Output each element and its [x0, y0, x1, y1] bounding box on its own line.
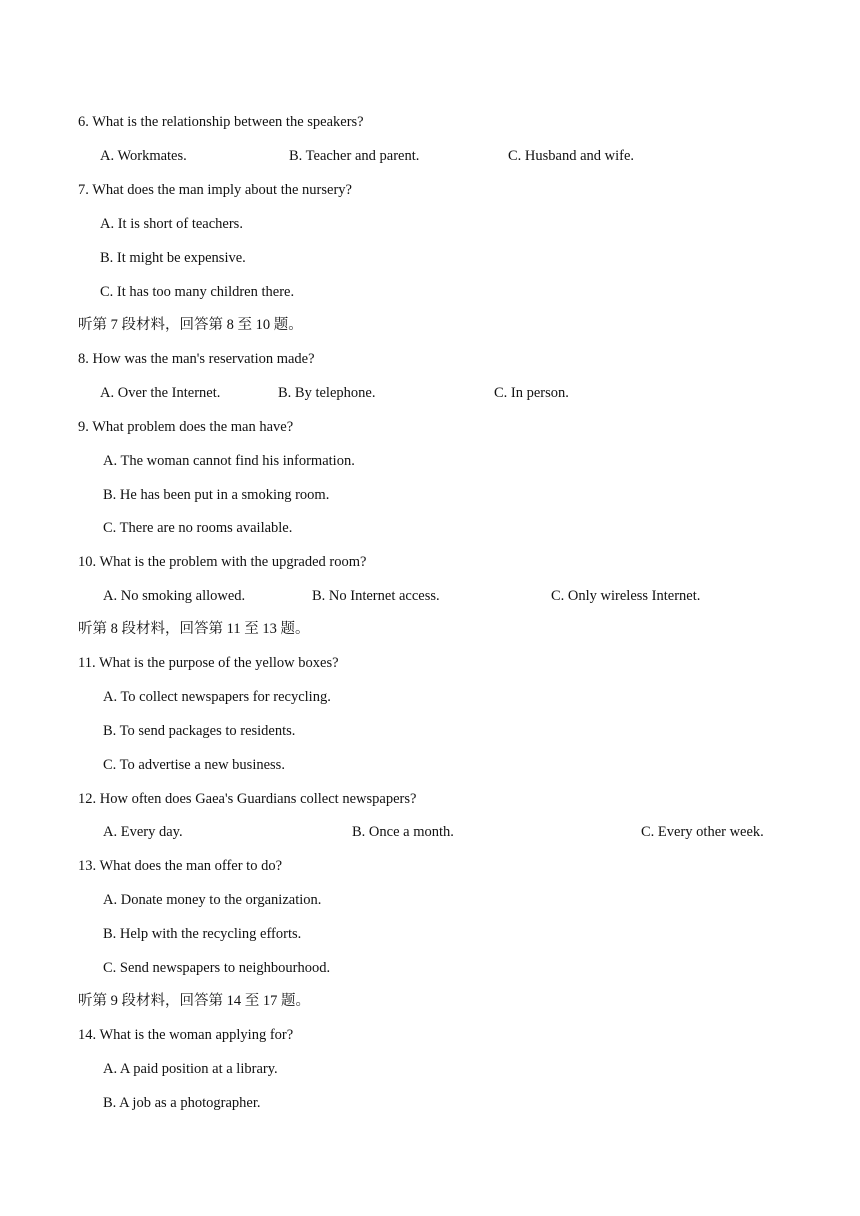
q9-option-c: C. There are no rooms available. — [103, 520, 293, 536]
q10-option-a: A. No smoking allowed. — [103, 588, 246, 604]
q13-option-c: C. Send newspapers to neighbourhood. — [103, 960, 331, 976]
q14-option-a: A. A paid position at a library. — [103, 1061, 278, 1077]
q7-option-b: B. It might be expensive. — [100, 250, 246, 266]
question-13: 13. What does the man offer to do? — [78, 858, 283, 874]
question-7: 7. What does the man imply about the nursery? — [78, 182, 352, 198]
section-8-instruction: 听第 8 段材料，回答第 11 至 13 题。 — [78, 621, 310, 637]
q11-option-a: A. To collect newspapers for recycling. — [103, 689, 331, 705]
q11-option-c: C. To advertise a new business. — [103, 757, 285, 773]
q12-option-c: C. Every other week. — [641, 824, 764, 840]
question-11: 11. What is the purpose of the yellow boxes? — [78, 655, 339, 671]
q8-option-b: B. By telephone. — [278, 385, 376, 401]
q10-option-c: C. Only wireless Internet. — [551, 588, 701, 604]
q7-option-c: C. It has too many children there. — [100, 284, 295, 300]
question-6: 6. What is the relationship between the speakers? — [78, 114, 364, 130]
q6-option-c: C. Husband and wife. — [508, 148, 635, 164]
section-9-instruction: 听第 9 段材料，回答第 14 至 17 题。 — [78, 993, 310, 1009]
section-7-instruction: 听第 7 段材料，回答第 8 至 10 题。 — [78, 317, 303, 333]
q6-option-b: B. Teacher and parent. — [289, 148, 420, 164]
q8-option-c: C. In person. — [494, 385, 569, 401]
q9-option-b: B. He has been put in a smoking room. — [103, 487, 330, 503]
q13-option-b: B. Help with the recycling efforts. — [103, 926, 302, 942]
question-9: 9. What problem does the man have? — [78, 419, 294, 435]
question-12: 12. How often does Gaea's Guardians collect newspapers? — [78, 791, 417, 807]
q10-option-b: B. No Internet access. — [312, 588, 440, 604]
q14-option-b: B. A job as a photographer. — [103, 1095, 261, 1111]
q8-option-a: A. Over the Internet. — [100, 385, 221, 401]
question-8: 8. How was the man's reservation made? — [78, 351, 315, 367]
q13-option-a: A. Donate money to the organization. — [103, 892, 322, 908]
question-10: 10. What is the problem with the upgraded room? — [78, 554, 367, 570]
q6-option-a: A. Workmates. — [100, 148, 187, 164]
question-14: 14. What is the woman applying for? — [78, 1027, 294, 1043]
q11-option-b: B. To send packages to residents. — [103, 723, 296, 739]
q9-option-a: A. The woman cannot find his information. — [103, 453, 355, 469]
q12-option-a: A. Every day. — [103, 824, 183, 840]
q12-option-b: B. Once a month. — [352, 824, 454, 840]
q7-option-a: A. It is short of teachers. — [100, 216, 243, 232]
